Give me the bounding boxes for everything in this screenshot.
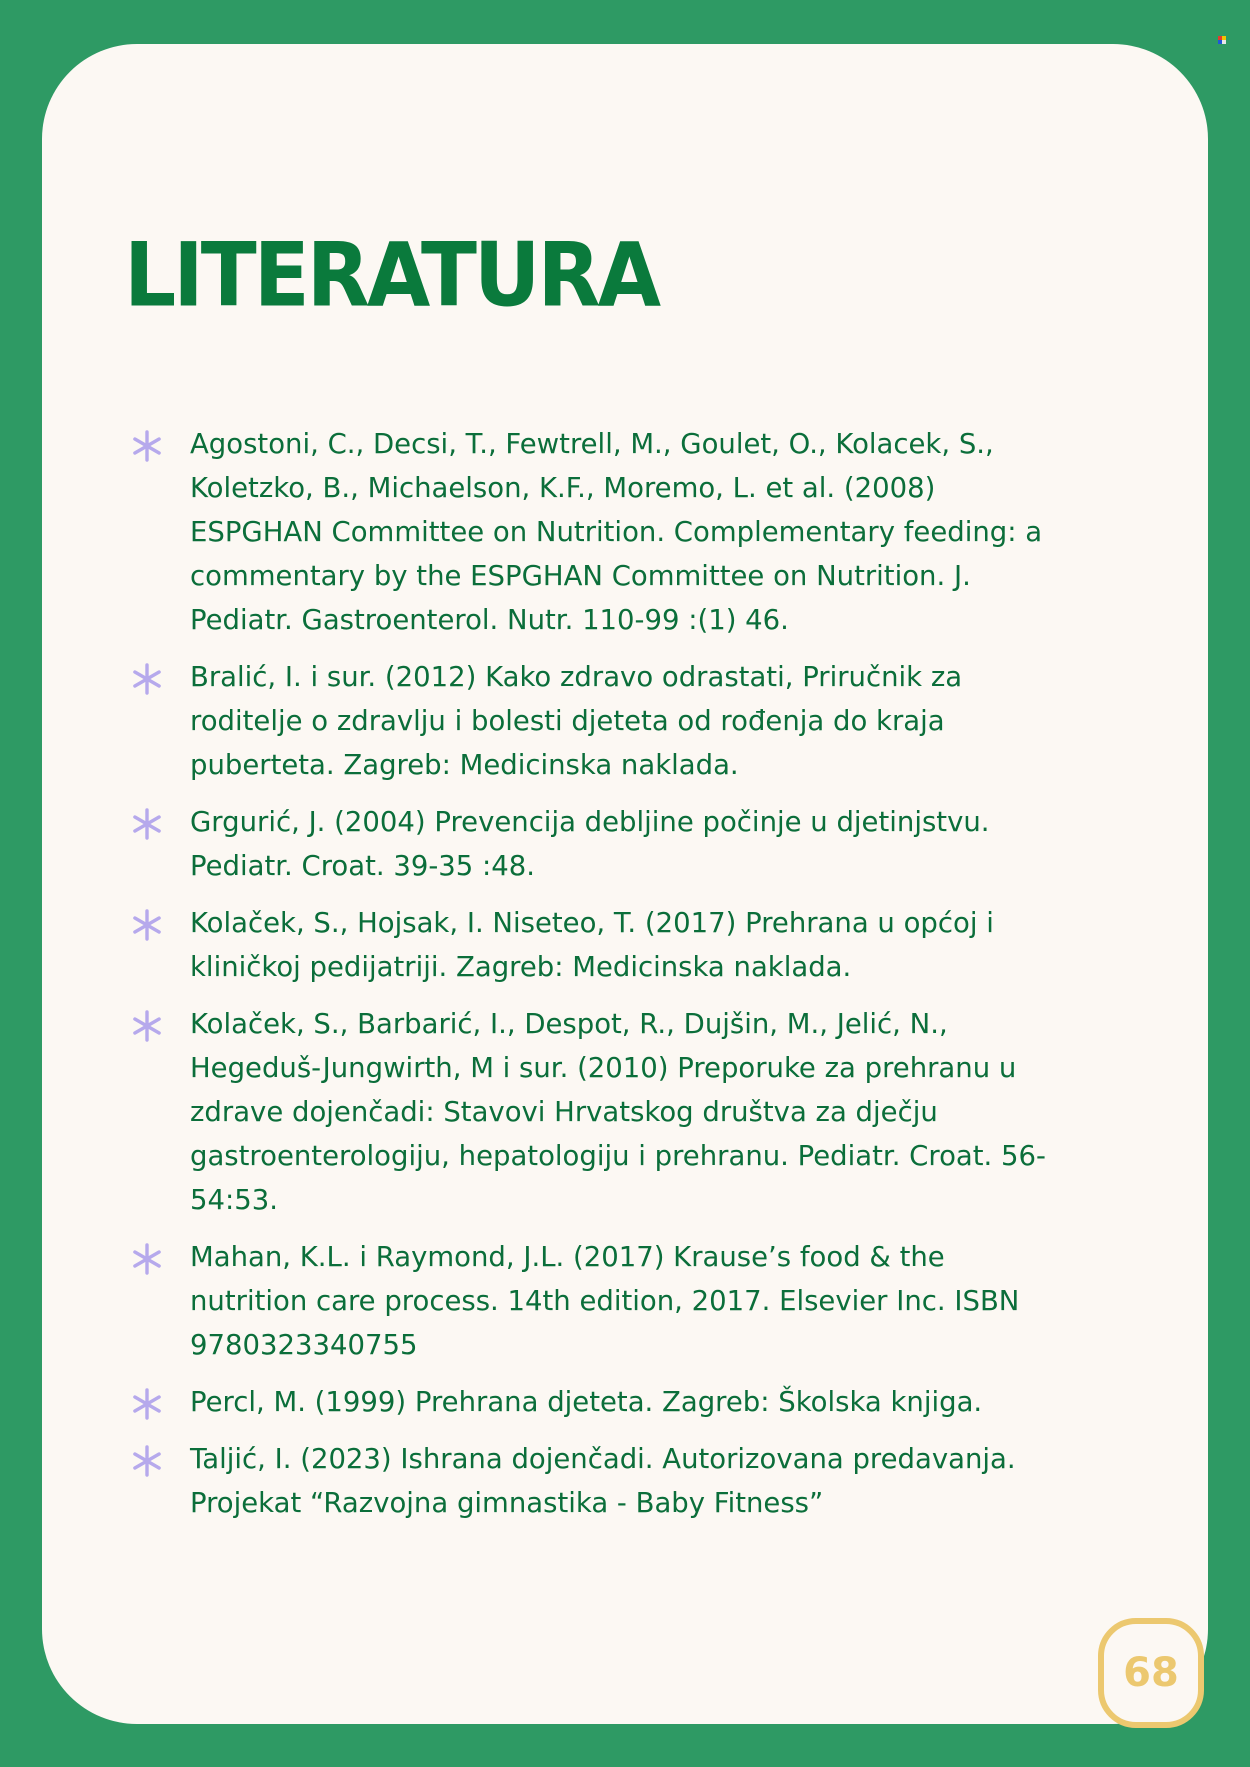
reference-text: Percl, M. (1999) Prehrana djeteta. Zagreb: Školska knjiga.: [190, 1386, 983, 1418]
asterisk-icon: [130, 429, 164, 463]
reference-item: [130, 655, 1050, 787]
reference-item: [130, 1437, 1050, 1525]
reference-text: Kolaček, S., Barbarić, I., Despot, R., Dujšin, M., Jelić, N., Hegeduš-Jungwirth, M i sur. (2010) Preporuke za prehranu u zdrave dojenčadi: Stavovi Hrvatskog društva za dječju gastroenterologiju, hepatologiju i prehranu. Pediatr. Croat. 56-54:53.: [190, 1008, 1046, 1216]
reference-text: Mahan, K.L. i Raymond, J.L. (2017) Krause’s food & the nutrition care process. 14th edition, 2017. Elsevier Inc. ISBN 9780323340755: [190, 1241, 1020, 1361]
asterisk-icon: [130, 662, 164, 696]
reference-text: Taljić, I. (2023) Ishrana dojenčadi. Autorizovana predavanja. Projekat “Razvojna gimnastika - Baby Fitness”: [190, 1443, 1016, 1519]
reference-item: [130, 901, 1050, 989]
asterisk-icon: [130, 908, 164, 942]
page-number: 68: [1123, 1650, 1179, 1696]
reference-item: [130, 1002, 1050, 1222]
asterisk-icon: [130, 1387, 164, 1421]
page-title: LITERATURA: [124, 224, 659, 328]
asterisk-icon: [130, 1242, 164, 1276]
asterisk-icon: [130, 1009, 164, 1043]
reference-list: [130, 422, 1050, 1538]
reference-text: Bralić, I. i sur. (2012) Kako zdravo odrastati, Priručnik za roditelje o zdravlju i bolesti djeteta od rođenja do kraja puberteta. Zagreb: Medicinska naklada.: [190, 661, 963, 781]
reference-item: [130, 1235, 1050, 1367]
reference-text: Kolaček, S., Hojsak, I. Niseteo, T. (2017) Prehrana u općoj i kliničkoj pedijatriji. Zagreb: Medicinska naklada.: [190, 907, 994, 983]
reference-item: [130, 422, 1050, 642]
reference-item: [130, 800, 1050, 888]
page-number-badge: [1098, 1618, 1204, 1728]
asterisk-icon: [130, 807, 164, 841]
reference-text: Agostoni, C., Decsi, T., Fewtrell, M., Goulet, O., Kolacek, S., Koletzko, B., Michaelson, K.F., Moremo, L. et al. (2008) ESPGHAN Committee on Nutrition. Complementary feeding: a commentary by the ESPGHAN Committee on Nutrition. J. Pediatr. Gastroenterol. Nutr. 110-99 :(1) 46.: [190, 428, 1043, 636]
asterisk-icon: [130, 1444, 164, 1478]
reference-text: Grgurić, J. (2004) Prevencija debljine počinje u djetinjstvu. Pediatr. Croat. 39-35 :48.: [190, 806, 990, 882]
corner-color-mark: [1218, 36, 1226, 44]
reference-item: [130, 1380, 1050, 1424]
